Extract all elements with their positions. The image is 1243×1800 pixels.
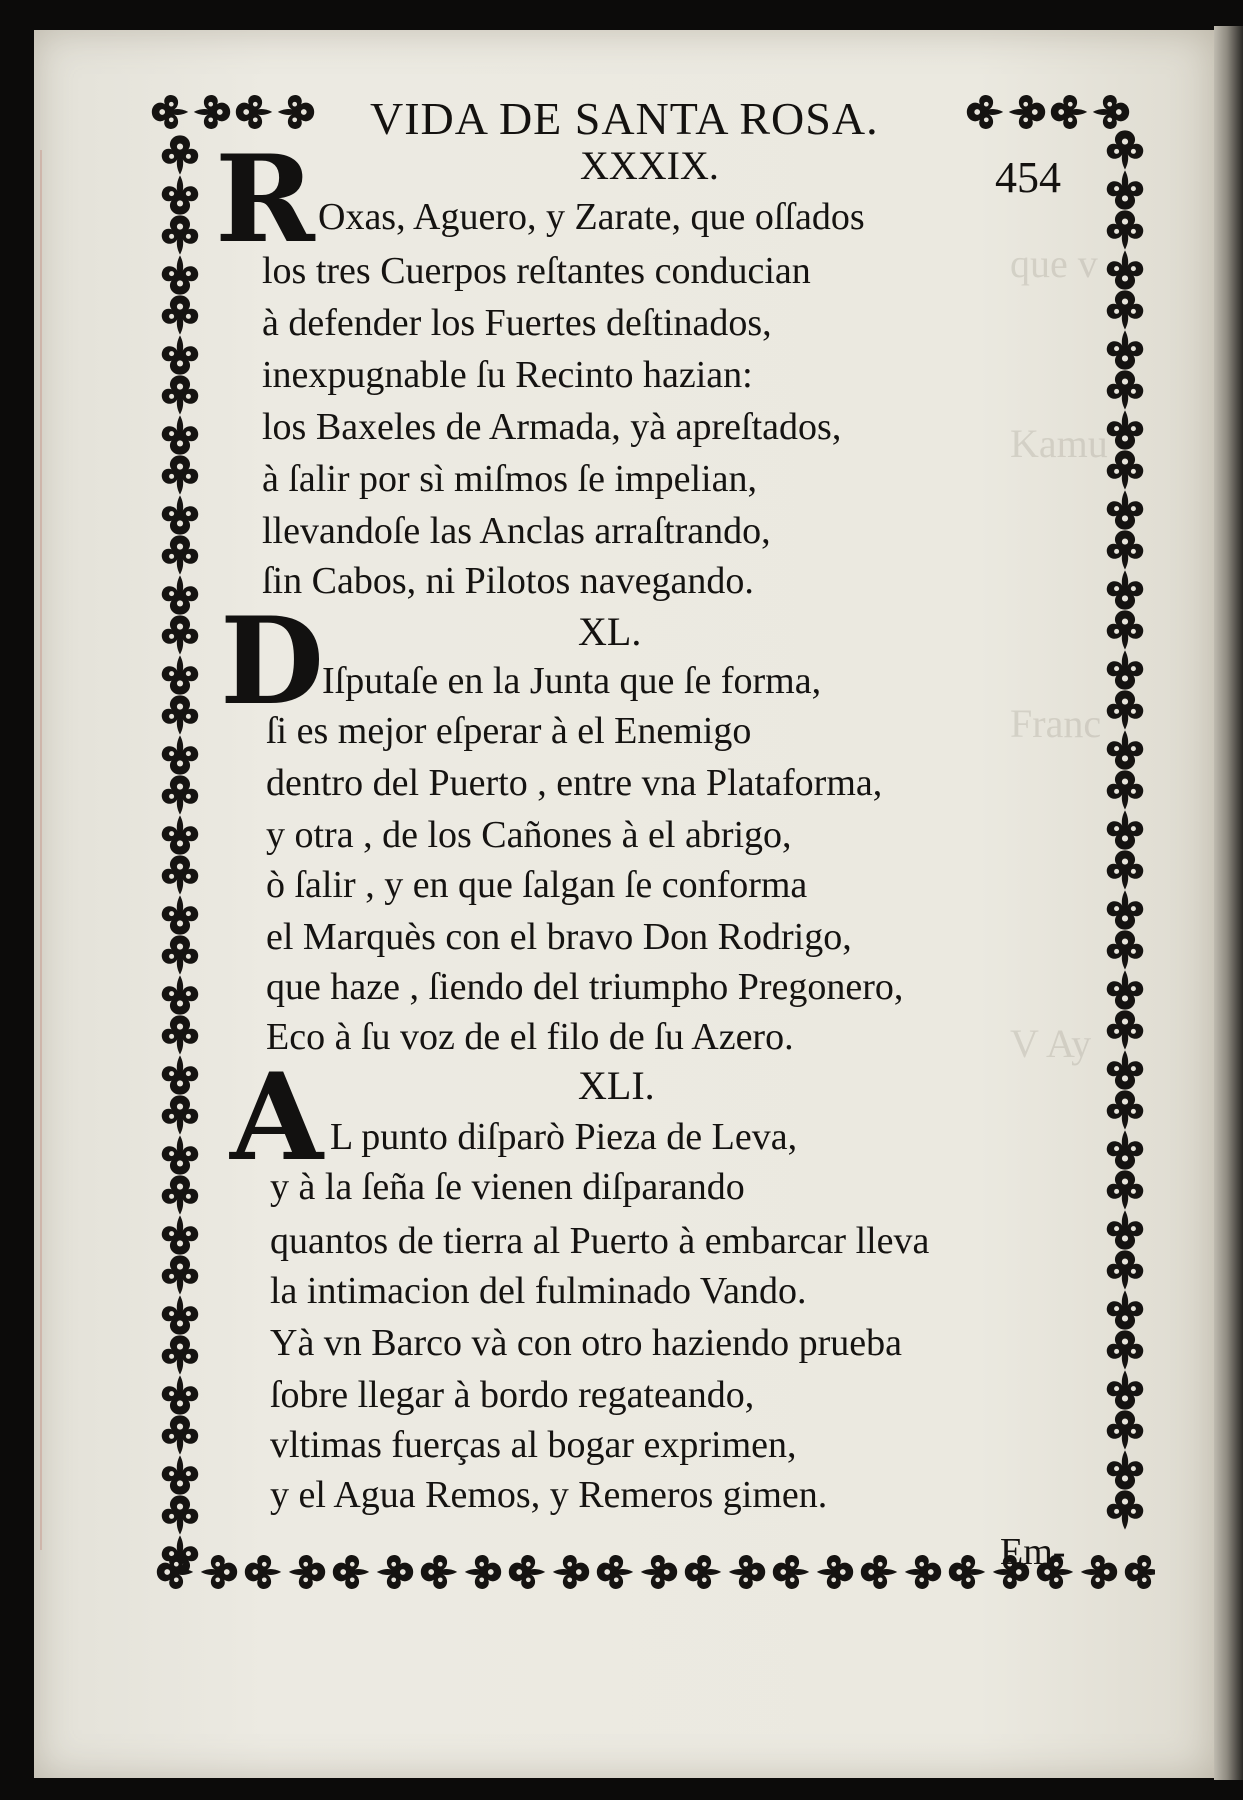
fleuron-ornament xyxy=(1107,650,1143,689)
verse-line: y el Agua Remos, y Remeros gimen. xyxy=(270,1474,828,1516)
verse-line: Yà vn Barco và con otro haziendo prueba xyxy=(270,1322,903,1364)
fleuron-ornament xyxy=(1107,450,1143,489)
fleuron-ornament xyxy=(1107,1090,1143,1129)
fleuron-ornament xyxy=(1107,1210,1143,1249)
fleuron-ornament xyxy=(1107,930,1143,969)
fleuron-ornament xyxy=(1107,1170,1143,1209)
fleuron-ornament xyxy=(685,1555,721,1589)
fleuron-ornament xyxy=(1107,530,1143,569)
fleuron-ornament xyxy=(162,855,198,894)
fleuron-ornament xyxy=(1107,1410,1143,1449)
fleuron-ornament xyxy=(1107,690,1143,729)
fleuron-ornament xyxy=(905,1555,941,1589)
fleuron-ornament xyxy=(162,655,198,694)
fleuron-border-top-right xyxy=(965,90,1145,135)
verse-line: que haze , ſiendo del triumpho Pregonero, xyxy=(266,966,904,1008)
verse-line: Oxas, Aguero, y Zarate, que oſſados xyxy=(318,196,865,238)
fleuron-ornament xyxy=(1125,1555,1155,1589)
show-through-text: Franc xyxy=(1010,701,1102,746)
fleuron-ornament xyxy=(162,1055,198,1094)
verse-line: Eco à ſu voz de el filo de ſu Azero. xyxy=(266,1016,794,1058)
verse-line: la intimacion del fulminado Vando. xyxy=(270,1270,807,1312)
fleuron-ornament xyxy=(162,415,198,454)
fleuron-ornament xyxy=(597,1555,633,1589)
verse-line: y otra , de los Cañones à el abrigo, xyxy=(266,814,792,856)
fleuron-ornament xyxy=(162,375,198,414)
fleuron-ornament xyxy=(162,615,198,654)
drop-cap-initial: D xyxy=(220,591,325,732)
fleuron-ornament xyxy=(1107,610,1143,649)
verse-line: los tres Cuerpos reſtantes conducian xyxy=(262,250,811,292)
show-through-text: que v xyxy=(1010,241,1098,286)
fleuron-ornament xyxy=(465,1555,501,1589)
fleuron-ornament xyxy=(1107,130,1143,169)
fleuron-ornament xyxy=(162,1295,198,1334)
fleuron-ornament xyxy=(1107,330,1143,369)
show-through-text: Kamu xyxy=(1010,421,1108,466)
stanza-number: XXXIX. xyxy=(580,143,719,188)
fleuron-ornament xyxy=(162,1375,198,1414)
fleuron-ornament xyxy=(245,1555,281,1589)
fleuron-ornament xyxy=(1107,1450,1143,1489)
drop-cap-initial: A xyxy=(230,1047,324,1188)
fleuron-ornament xyxy=(162,1455,198,1494)
fleuron-ornament xyxy=(1107,490,1143,529)
verse-line: ſi es mejor eſperar à el Enemigo xyxy=(266,710,752,752)
fleuron-ornament xyxy=(1009,95,1045,129)
fleuron-ornament xyxy=(1107,370,1143,409)
fleuron-ornament xyxy=(162,1015,198,1054)
verse-line: los Baxeles de Armada, yà apreſtados, xyxy=(262,406,842,448)
fleuron-ornament xyxy=(553,1555,589,1589)
verse-line: quantos de tierra al Puerto à embarcar lleva xyxy=(270,1220,930,1262)
fleuron-ornament xyxy=(1107,1130,1143,1169)
fleuron-ornament xyxy=(1107,1290,1143,1329)
page-number: 454 xyxy=(995,153,1061,202)
fleuron-ornament xyxy=(949,1555,985,1589)
fleuron-ornament xyxy=(162,455,198,494)
fleuron-ornament xyxy=(967,95,1003,129)
verse-line: y à la ſeña ſe vienen diſparando xyxy=(270,1166,745,1208)
fleuron-ornament xyxy=(162,1095,198,1134)
verse-line: llevandoſe las Anclas arraſtrando, xyxy=(262,510,771,552)
fleuron-ornament xyxy=(162,175,198,214)
verse-line: L punto diſparò Pieza de Leva, xyxy=(330,1116,798,1158)
fleuron-ornament xyxy=(162,335,198,374)
fleuron-ornament xyxy=(162,575,198,614)
running-title: VIDA DE SANTA ROSA. xyxy=(370,93,879,144)
fleuron-ornament xyxy=(162,1175,198,1214)
fleuron-ornament xyxy=(1107,970,1143,1009)
fleuron-ornament xyxy=(1107,1250,1143,1289)
drop-cap-initial: R xyxy=(215,129,315,270)
fleuron-ornament xyxy=(377,1555,413,1589)
fleuron-ornament xyxy=(1107,170,1143,209)
fleuron-ornament xyxy=(1107,250,1143,289)
stanza-number: XLI. xyxy=(578,1063,655,1108)
catchword: Em- xyxy=(1000,1531,1066,1573)
fleuron-ornament xyxy=(1107,850,1143,889)
fleuron-ornament xyxy=(861,1555,897,1589)
verse-line: dentro del Puerto , entre vna Plataforma, xyxy=(266,762,883,804)
fleuron-ornament xyxy=(162,1135,198,1174)
fleuron-ornament xyxy=(1107,1370,1143,1409)
fleuron-ornament xyxy=(1107,1010,1143,1049)
fleuron-ornament xyxy=(817,1555,853,1589)
fleuron-ornament xyxy=(1107,770,1143,809)
fleuron-ornament xyxy=(1081,1555,1117,1589)
fleuron-ornament xyxy=(162,1495,198,1534)
verse-line: el Marquès con el bravo Don Rodrigo, xyxy=(266,916,852,958)
fleuron-ornament xyxy=(333,1555,369,1589)
fleuron-border-right xyxy=(1095,130,1155,1550)
fleuron-ornament xyxy=(162,695,198,734)
fleuron-ornament xyxy=(236,95,272,129)
fleuron-ornament xyxy=(162,1215,198,1254)
fleuron-ornament xyxy=(162,1335,198,1374)
verse-line: ſin Cabos, ni Pilotos navegando. xyxy=(262,560,754,602)
fleuron-ornament xyxy=(162,735,198,774)
facing-page-edge xyxy=(1214,26,1243,1780)
fleuron-ornament xyxy=(152,95,188,129)
fleuron-ornament xyxy=(1107,210,1143,249)
verse-line: à defender los Fuertes deſtinados, xyxy=(262,302,772,344)
fleuron-ornament xyxy=(1107,730,1143,769)
fleuron-ornament xyxy=(421,1555,457,1589)
fleuron-ornament xyxy=(1107,1330,1143,1369)
verse-line: ſobre llegar à bordo regateando, xyxy=(270,1374,755,1416)
fleuron-ornament xyxy=(162,815,198,854)
verse-line: à ſalir por sì miſmos ſe impelian, xyxy=(262,458,757,500)
verse-line: Iſputaſe en la Junta que ſe forma, xyxy=(322,660,822,702)
stanza-number: XL. xyxy=(578,609,642,654)
fleuron-ornament xyxy=(162,1255,198,1294)
fleuron-ornament xyxy=(162,295,198,334)
fleuron-ornament xyxy=(1107,1490,1143,1529)
fleuron-ornament xyxy=(289,1555,325,1589)
fleuron-ornament xyxy=(1107,1050,1143,1089)
fleuron-ornament xyxy=(162,935,198,974)
fleuron-ornament xyxy=(162,775,198,814)
fleuron-ornament xyxy=(162,535,198,574)
fleuron-ornament xyxy=(162,495,198,534)
verse-line: inexpugnable ſu Recinto hazian: xyxy=(262,354,753,396)
fleuron-ornament xyxy=(1051,95,1087,129)
fleuron-ornament xyxy=(509,1555,545,1589)
fleuron-ornament xyxy=(201,1555,237,1589)
fleuron-ornament xyxy=(1107,410,1143,449)
fleuron-ornament xyxy=(1107,570,1143,609)
fleuron-ornament xyxy=(278,95,314,129)
fleuron-ornament xyxy=(162,255,198,294)
fleuron-ornament xyxy=(162,895,198,934)
show-through-text: V Ay xyxy=(1010,1021,1092,1066)
fleuron-ornament xyxy=(1107,290,1143,329)
fleuron-ornament xyxy=(729,1555,765,1589)
fleuron-ornament xyxy=(1107,890,1143,929)
fleuron-ornament xyxy=(1107,810,1143,849)
fleuron-ornament xyxy=(773,1555,809,1589)
fleuron-ornament xyxy=(641,1555,677,1589)
fleuron-ornament xyxy=(162,215,198,254)
verse-line: ò ſalir , y en que ſalgan ſe conforma xyxy=(266,864,808,906)
fleuron-ornament xyxy=(1093,95,1129,129)
fleuron-border-left xyxy=(150,135,210,1575)
fleuron-ornament xyxy=(162,1415,198,1454)
verse-line: vltimas fuerças al bogar exprimen, xyxy=(270,1424,797,1466)
fleuron-ornament xyxy=(194,95,230,129)
fleuron-ornament xyxy=(162,975,198,1014)
page-margin-stain xyxy=(40,150,42,1550)
fleuron-ornament xyxy=(157,1555,193,1589)
fleuron-ornament xyxy=(162,135,198,174)
